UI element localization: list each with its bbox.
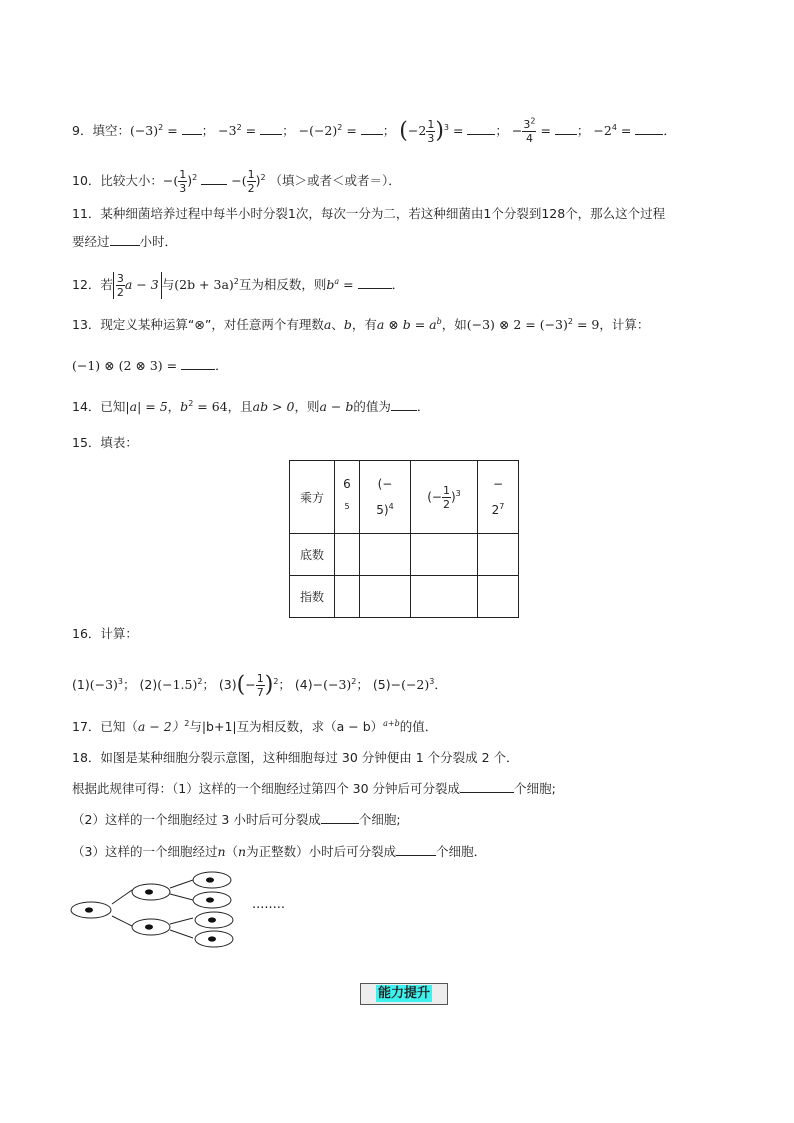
continuation-dots: ········ — [252, 901, 286, 916]
section-badge: 能力提升 — [360, 983, 448, 1005]
cell-gen2-4 — [195, 931, 233, 947]
table-header-6-5: 6 $^5$ — [335, 461, 360, 534]
question-16-label: 16．计算： — [72, 626, 138, 641]
table-row-base: 底数 — [290, 534, 335, 576]
question-10: 10．比较大小：−( $\frac{1}{3}$ )$^2$ −( $\frac{1}{2}$ )$^2$ （填＞或者＜或者＝）． — [72, 168, 401, 195]
question-18-line3: （2）这样的一个细胞经过 3 小时后可分裂成 个细胞; — [72, 812, 401, 827]
question-12: 12．若 $\frac{3}{2}$ a − 3 与$(2b + 3a)^2$互为相反数，则$b^a$ = ． — [72, 272, 405, 299]
question-9: 9．填空：$(-3)^2$ = ； $-3^2$ = ； $-(-2)^2$ = ； (−2 $\frac{1}{3}$ )$^3$ = ； − $\frac{3^2}{4}$ = ； $-2^4$ = ． — [72, 116, 676, 145]
cell-gen1-top — [132, 884, 170, 900]
cell-gen1-bottom — [132, 919, 170, 935]
power-table — [289, 460, 519, 618]
table-header-neg5-4: (− 5)$^4$ — [360, 461, 411, 534]
question-16-items: $(1)(-3)^3$； $(2)(-1.5)^2$； (3)(− $\frac{1}{7}$ )$^2$； $(4)-(-3)^2$； $(5)-(-2)^3$． — [72, 672, 447, 699]
question-11-line1: 11．某种细菌培养过程中每半小时分裂1次，每次一分为二，若这种细菌由1个分裂到128个，那么这个过程 — [72, 206, 666, 221]
question-18-line1: 18．如图是某种细胞分裂示意图，这种细胞每过 30 分钟便由 1 个分裂成 2 个． — [72, 750, 519, 765]
question-15-label: 15．填表： — [72, 435, 138, 450]
cell-parent — [71, 902, 111, 918]
question-18-line2: 根据此规律可得：（1）这样的一个细胞经过第四个 30 分钟后可分裂成 个细胞; — [72, 781, 556, 796]
table-row-exponent: 指数 — [290, 576, 335, 618]
question-18-line4: （3）这样的一个细胞经过n（n为正整数）小时后可分裂成 个细胞． — [72, 844, 487, 859]
table-header-neg-half-3: (− $\frac{1}{2}$ )$^3$ — [411, 461, 478, 534]
question-14: 14．已知|a| = 5，$b^2 = 64$，且ab > 0，则a − b的值为 ． — [72, 398, 430, 414]
cell-division-diagram — [70, 868, 320, 950]
question-13-line2: (−1) ⊗ (2 ⊗ 3) = ． — [72, 358, 228, 373]
question-11-line2: 要经过 小时． — [72, 234, 178, 249]
cell-gen2-2 — [193, 892, 231, 908]
question-13-line1: 13．现定义某种运算“⊗”，对任意两个有理数a、b，有a ⊗ $b = a^b$，如(−3) ⊗ $2 = (-3)^2 = 9$，计算： — [72, 316, 650, 332]
table-header-neg2-7: − $2^7$ — [478, 461, 519, 534]
cell-gen2-1 — [193, 872, 231, 888]
table-header-power: 乘方 — [290, 461, 335, 534]
cell-gen2-3 — [195, 912, 233, 928]
question-17: 17．已知$(a - 2)^2$与|b+1|互为相反数，求$(a - b)^{a+b}$的值． — [72, 718, 438, 734]
